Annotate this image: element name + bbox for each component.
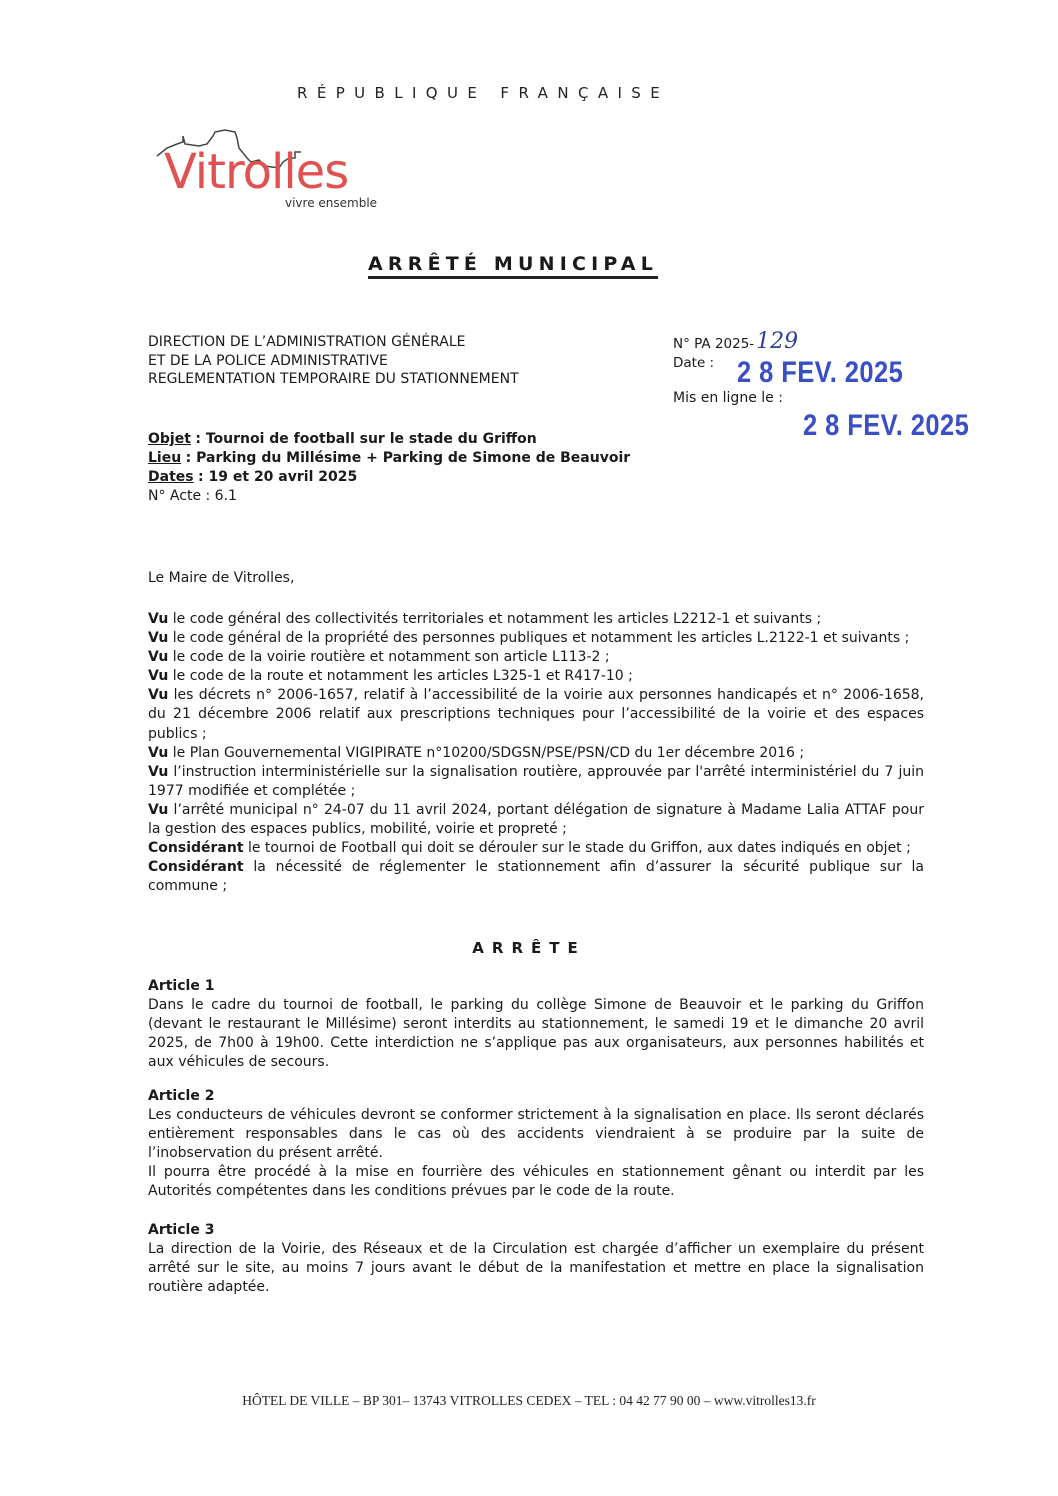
subject-block bbox=[148, 430, 630, 506]
date-label: Date : bbox=[673, 354, 715, 371]
preamble-text: le code général des collectivités territoriales et notamment les articles L2212-1 et suivants ; bbox=[168, 611, 822, 627]
mayor-salutation: Le Maire de Vitrolles, bbox=[148, 570, 295, 586]
preamble-text: le code de la route et notamment les articles L325-1 et R417-10 ; bbox=[168, 668, 633, 685]
preamble-text: l’instruction interministérielle sur la signalisation routière, approuvée par l'arrêté interministériel du 7 juin 1977 modifiée et complétée ; bbox=[148, 763, 924, 799]
preamble-text: la nécessité de réglementer le stationnement afin d’assurer la sécurité publique sur la commune ; bbox=[148, 859, 924, 895]
preamble-lead: Considérant bbox=[148, 859, 244, 876]
act-number bbox=[673, 329, 799, 354]
preamble-lead: Vu bbox=[148, 649, 169, 666]
article-3 bbox=[148, 1221, 924, 1297]
article-title: Article 2 bbox=[148, 1088, 215, 1104]
preamble-list bbox=[148, 610, 924, 896]
preamble-lead: Vu bbox=[148, 668, 169, 685]
preamble-item bbox=[148, 763, 924, 801]
preamble-text: le Plan Gouvernemental VIGIPIRATE n°10200/SDGSN/PSE/PSN/CD du 1er décembre 2016 ; bbox=[168, 744, 805, 761]
article-title: Article 3 bbox=[148, 1222, 215, 1238]
preamble-text: le code général de la propriété des personnes publiques et notamment les articles L.2122-1 et suivants ; bbox=[168, 630, 910, 647]
preamble-item bbox=[148, 686, 924, 743]
dates-value: : 19 et 20 avril 2025 bbox=[198, 469, 358, 485]
arrete-heading: ARRÊTE bbox=[472, 939, 586, 957]
logo-tagline: vivre ensemble bbox=[285, 196, 378, 210]
republique-francaise-heading: RÉPUBLIQUE FRANÇAISE bbox=[297, 84, 670, 102]
vitrolles-logo bbox=[155, 128, 405, 223]
lieu-line bbox=[148, 449, 630, 468]
direction-line: DIRECTION DE L’ADMINISTRATION GÉNÉRALE bbox=[148, 334, 466, 350]
act-number-handwritten: 129 bbox=[756, 329, 799, 354]
preamble-text: le code de la voirie routière et notamment son article L113-2 ; bbox=[168, 649, 610, 666]
lieu-value: : Parking du Millésime + Parking de Simone de Beauvoir bbox=[185, 450, 631, 466]
date-stamp: 2 8 FEV. 2025 bbox=[737, 356, 904, 389]
preamble-text: le tournoi de Football qui doit se dérouler sur le stade du Griffon, aux dates indiqués en objet ; bbox=[243, 840, 911, 857]
preamble-lead: Vu bbox=[148, 744, 169, 761]
article-paragraph: Il pourra être procédé à la mise en fourrière des véhicules en stationnement gênant ou interdit par les Autorités compétentes dans les conditions prévues par le code de la route. bbox=[148, 1164, 924, 1200]
preamble-item bbox=[148, 629, 924, 648]
preamble-lead: Vu bbox=[148, 630, 169, 647]
objet-label: Objet bbox=[148, 431, 191, 447]
lieu-label: Lieu bbox=[148, 450, 182, 466]
preamble-item bbox=[148, 858, 924, 896]
direction-line: ET DE LA POLICE ADMINISTRATIVE bbox=[148, 352, 388, 369]
direction-block bbox=[148, 333, 519, 389]
preamble-lead: Vu bbox=[148, 763, 169, 780]
acte-line: N° Acte : 6.1 bbox=[148, 488, 237, 504]
article-1 bbox=[148, 977, 924, 1072]
document-title: ARRÊTÉ MUNICIPAL bbox=[368, 254, 658, 279]
article-paragraph: La direction de la Voirie, des Réseaux et de la Circulation est chargée d’afficher un exemplaire du présent arrêté sur le site, au moins 7 jours avant le début de la manifestation et mettre en place la signalisation routière adaptée. bbox=[148, 1241, 924, 1296]
act-number-label: N° PA 2025- bbox=[673, 336, 755, 352]
article-paragraph: Les conducteurs de véhicules devront se conformer strictement à la signalisation en place. Ils seront déclarés entièrement responsables dans le cas où des accidents viendraient à se produire par la suite de l’inobservation du présent arrêté. bbox=[148, 1107, 924, 1162]
objet-value: : Tournoi de football sur le stade du Griffon bbox=[195, 431, 537, 447]
preamble-text: l’arrêté municipal n° 24-07 du 11 avril 2024, portant délégation de signature à Madame Lalia ATTAF pour la gestion des espaces publics, mobilité, voirie et propreté ; bbox=[148, 801, 924, 838]
preamble-item bbox=[148, 648, 924, 667]
preamble-item bbox=[148, 801, 924, 839]
preamble-item bbox=[148, 839, 924, 858]
objet-line bbox=[148, 430, 630, 449]
article-paragraph: Dans le cadre du tournoi de football, le parking du collège Simone de Beauvoir et le parking du Griffon (devant le restaurant le Millésime) seront interdits au stationnement, le samedi 19 et le dimanche 20 avril 2025, de 7h00 à 19h00. Cette interdiction ne s’applique pas aux organisateurs, aux personnes habilités et aux véhicules de secours. bbox=[148, 997, 924, 1071]
online-date-stamp: 2 8 FEV. 2025 bbox=[803, 409, 970, 442]
preamble-lead: Vu bbox=[148, 611, 169, 627]
preamble-item bbox=[148, 610, 924, 629]
preamble-lead: Vu bbox=[148, 687, 169, 704]
dates-label: Dates bbox=[148, 469, 194, 485]
preamble-item bbox=[148, 667, 924, 686]
article-title: Article 1 bbox=[148, 978, 215, 994]
preamble-item bbox=[148, 744, 924, 763]
logo-wordmark: Vitrolles bbox=[164, 144, 349, 200]
footer-address: HÔTEL DE VILLE – BP 301– 13743 VITROLLES CEDEX – TEL : 04 42 77 90 00 – www.vitrolles13.fr bbox=[242, 1393, 816, 1408]
preamble-lead: Vu bbox=[148, 801, 169, 818]
direction-line: REGLEMENTATION TEMPORAIRE DU STATIONNEMENT bbox=[148, 371, 519, 387]
preamble-text: les décrets n° 2006-1657, relatif à l’accessibilité de la voirie aux personnes handicapés et n° 2006-1658, du 21 décembre 2006 relatif aux prescriptions techniques pour l’accessibilité de la voirie et des espaces publics ; bbox=[148, 687, 924, 742]
online-label: Mis en ligne le : bbox=[673, 390, 783, 406]
preamble-lead: Considérant bbox=[148, 840, 244, 857]
dates-line bbox=[148, 468, 630, 487]
article-2 bbox=[148, 1087, 924, 1201]
